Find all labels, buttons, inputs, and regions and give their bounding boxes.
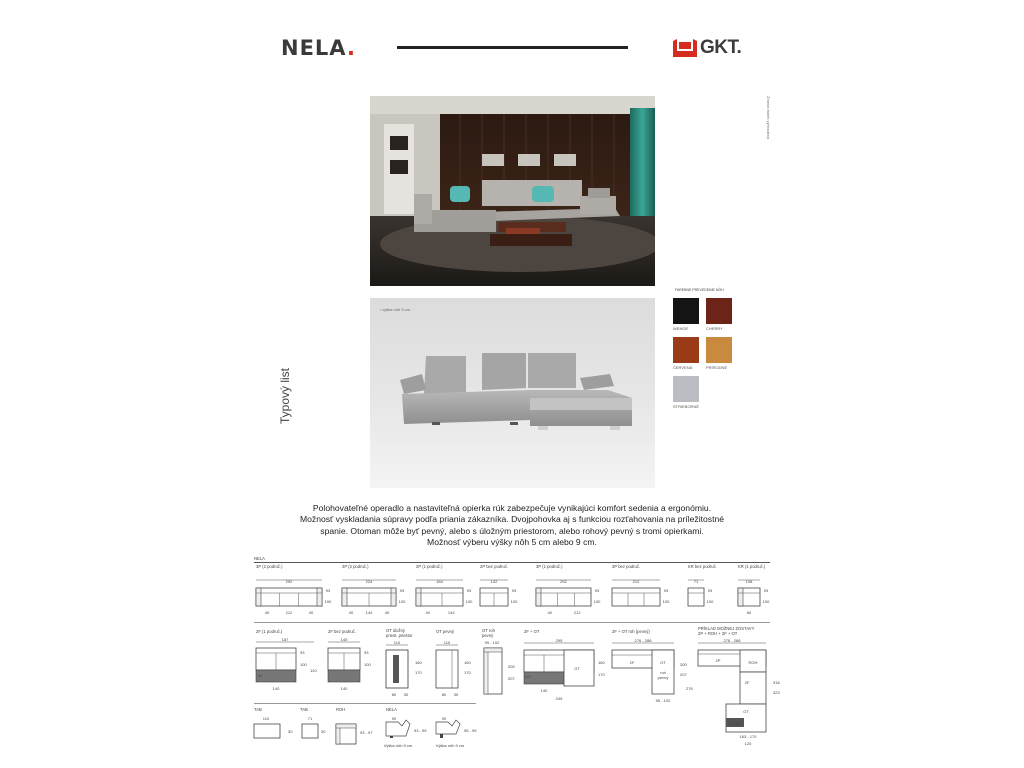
module-label: 2F + OT: [524, 629, 540, 634]
page-label: Typový list: [278, 368, 292, 425]
module-label: 2P (2 područ.): [342, 564, 369, 569]
dimension-text: 100: [662, 599, 670, 604]
dimension-text: 71: [693, 579, 699, 584]
dimension-text: OT: [660, 660, 666, 665]
dimension-text: 40: [308, 610, 314, 615]
side-note: Zmena farieb vyhradená: [766, 96, 771, 140]
leg-5cm: [390, 736, 393, 738]
dimension-text: 80: [441, 692, 447, 697]
description-line: Polohovateľné operadlo a nastaviteľná opierka rúk zabezpečuje vynikajúci komfort sedenia a ergonómiu.: [312, 503, 712, 513]
dimension-text: 40: [547, 610, 552, 615]
dimension-text: 60: [746, 610, 752, 615]
dimension-text: Výška nôh 5 cm: [383, 743, 413, 748]
dimension-text: 100: [324, 599, 332, 604]
dimension-text: 93: [300, 650, 305, 655]
dimension-text: 100: [706, 599, 714, 604]
sofa-top-view: [416, 588, 463, 606]
module-label: priest. priestor: [386, 633, 413, 638]
dimension-text: 127: [524, 674, 532, 679]
dimension-text: 252: [560, 579, 567, 584]
dimension-text: 30: [403, 692, 409, 697]
dimension-text: 142: [490, 579, 498, 584]
dimension-text: 93: [594, 588, 600, 593]
module-label: ROH: [336, 707, 346, 712]
dimension-text: 110: [262, 716, 270, 721]
leg-swatch-label: PRÍRODNÉ: [706, 365, 728, 370]
tech-section-label: NELA: [254, 556, 265, 561]
gkt-logo-text: GKT.: [700, 37, 742, 58]
leg-swatch-label: CHERRY: [706, 326, 723, 331]
dimension-text: 212: [285, 610, 293, 615]
dimension-text: 30: [321, 729, 326, 734]
module-label: 3P bez područ.: [612, 564, 641, 569]
armrest: [391, 588, 396, 606]
module-label: PRÍKLAD MOŽNEJ ZOSTAVY: [698, 626, 755, 631]
module-label: OT úložný: [386, 628, 406, 633]
dimension-text: 207: [508, 676, 515, 681]
module-label: 2P (1 područ.): [416, 564, 443, 569]
description-line: spanie. Otoman môže byť pevný, alebo s úložným priestorom, alebo rohový pevný s tromi opierkami.: [320, 525, 704, 536]
dimension-text: 140: [540, 688, 548, 693]
module-label: KR bez područ.: [688, 564, 717, 569]
module-label: OT roh: [482, 628, 495, 633]
dimension-text: 187: [281, 637, 289, 642]
dimension-text: 93: [325, 588, 331, 593]
table-top-view: [254, 724, 280, 738]
dimension-text: OT: [574, 666, 580, 671]
leg-swatch-label: STRIEBORNÉ: [673, 404, 700, 409]
dimension-text: 212: [632, 579, 640, 584]
dimension-text: DOSKA: [727, 721, 743, 726]
sofa-top-view: [688, 588, 704, 606]
sofa-top-view: [256, 588, 322, 606]
swatch-title: FAREBNÉ PREVEDENIE NÔH: [675, 288, 724, 292]
dimension-text: roh: [660, 670, 666, 675]
dimension-text: 90: [391, 716, 397, 721]
assembly-chaise: [740, 672, 766, 704]
dimension-text: Výška nôh 9 cm: [435, 743, 465, 748]
dimension-text: 200: [508, 664, 515, 669]
leg-swatch-label: WENGE: [673, 326, 689, 331]
dimension-text: 30: [288, 729, 293, 734]
module-label: 2P + ROH + 2F + OT: [698, 631, 738, 636]
dimension-text: 160: [464, 660, 471, 665]
dimension-text: 30: [453, 692, 459, 697]
dimension-text: 2P: [715, 658, 721, 663]
dimension-text: 40: [384, 610, 390, 615]
dimension-text: 100: [364, 662, 371, 667]
corner-back: [484, 648, 488, 694]
dimension-text: 163 - 170: [739, 734, 757, 739]
dimension-text: 40: [264, 610, 270, 615]
dimension-text: 110: [443, 640, 451, 645]
dimension-text: 93: [466, 588, 472, 593]
dimension-text: 100: [762, 599, 770, 604]
dimension-text: 93: [399, 588, 405, 593]
side-profile-9cm: [436, 720, 460, 734]
module-label: 3P (1 područ.): [536, 564, 563, 569]
dimension-text: 100: [398, 599, 406, 604]
dimension-text: 170: [464, 670, 471, 675]
dimension-text: 100: [300, 662, 307, 667]
module-label: OT pevný: [436, 629, 455, 634]
armrest: [738, 588, 743, 606]
dimension-text: 140: [340, 686, 348, 691]
dimension-text: 292: [285, 579, 293, 584]
module-label: 2F (1 područ.): [256, 629, 283, 634]
dimension-text: 145: [340, 637, 348, 642]
dimension-text: 93: [663, 588, 669, 593]
leg-9cm: [440, 734, 443, 738]
dimension-text: 100: [465, 599, 473, 604]
dimension-text: 100: [593, 599, 601, 604]
dimension-text: 295: [555, 638, 563, 643]
corner-arm: [336, 724, 356, 728]
module-label: TAB: [254, 707, 262, 712]
module-label: 3P (2 područ.): [256, 564, 283, 569]
dimension-text: 40: [257, 673, 263, 678]
armrest: [256, 588, 261, 606]
dimension-text: 323: [773, 690, 780, 695]
dimension-text: 93: [364, 650, 369, 655]
dimension-text: 40: [348, 610, 354, 615]
dimension-text: 93: [511, 588, 517, 593]
armrest: [416, 588, 421, 606]
storage-lid: [393, 655, 399, 683]
sofa-top-view: [612, 588, 660, 606]
dimension-text: pevný: [657, 675, 669, 680]
dimension-text: 160: [415, 660, 422, 665]
dimension-text: 249: [555, 696, 563, 701]
dimension-text: 40: [425, 610, 430, 615]
dimension-text: 140: [272, 686, 280, 691]
side-profile-5cm: [386, 720, 410, 736]
module-label: 2P bez područ.: [480, 564, 509, 569]
ottoman: [436, 650, 458, 688]
dimension-text: 200: [680, 662, 687, 667]
module-label: 2F bez područ.: [328, 629, 356, 634]
dimension-text: 160: [598, 660, 605, 665]
dimension-text: 93: [763, 588, 769, 593]
armrest: [536, 588, 541, 606]
dimension-text: 224: [365, 579, 373, 584]
dimension-text: OT: [743, 709, 749, 714]
dimension-text: 95 - 102: [655, 698, 671, 703]
dimension-text: 93: [707, 588, 713, 593]
dimension-text: 71: [307, 716, 313, 721]
description-line: Možnosť vyskladania súpravy podľa priania zákazníka. Dvojpohovka aj s funkciou rozťahovania na príležitostné: [299, 514, 725, 525]
dimension-text: 276 - 288: [723, 638, 741, 643]
module-label: KR (1 područ.): [738, 564, 766, 569]
dimension-text: 207: [680, 672, 687, 677]
table-top-view: [302, 724, 318, 738]
armrest: [342, 588, 347, 606]
module-label: pevný: [482, 633, 494, 638]
photo-caption: / výška nôh 5 cm: [380, 307, 411, 312]
dimension-text: 2F: [744, 680, 750, 685]
dimension-text: 144: [365, 610, 373, 615]
dimension-text: 276 - 288: [634, 638, 652, 643]
dimension-text: 95 - 99: [464, 728, 477, 733]
description-line: Možnosť výberu výšky nôh 5 cm alebo 9 cm.: [427, 536, 597, 547]
dimension-text: 170: [598, 672, 605, 677]
dimension-text: 100: [510, 599, 518, 604]
leg-swatch-label: ČERVENÁ: [673, 365, 693, 370]
brand-name: NELA: [281, 36, 347, 60]
dimension-text: 120: [310, 668, 317, 673]
armrest: [317, 588, 322, 606]
brand-dot: .: [346, 36, 356, 60]
dimension-text: 316: [773, 680, 780, 685]
module-label: TAB: [300, 707, 308, 712]
dimension-text: 108: [745, 579, 753, 584]
dimension-text: 2F: [629, 660, 635, 665]
dimension-text: 144: [447, 610, 455, 615]
module-label: NELA: [386, 707, 397, 712]
sofa-top-view: [536, 588, 591, 606]
dimension-text: ROH: [748, 660, 758, 665]
dimension-text: 170: [415, 670, 422, 675]
module-label: 2F + OT roh (pevný): [612, 629, 650, 634]
dimension-text: 90: [441, 716, 447, 721]
dimension-text: 184: [436, 579, 443, 584]
dimension-text: 93 - 95: [414, 728, 427, 733]
dimension-text: 80: [391, 692, 397, 697]
dimension-text: 212: [573, 610, 581, 615]
dimension-text: 110: [393, 640, 401, 645]
dimension-text: 93 - 97: [360, 730, 373, 735]
dimension-text: 276: [686, 686, 693, 691]
bed-extension: [328, 670, 360, 682]
dimension-text: 120: [744, 741, 752, 746]
corner-arm: [484, 648, 502, 652]
dimension-text: 95 - 102: [484, 640, 500, 645]
